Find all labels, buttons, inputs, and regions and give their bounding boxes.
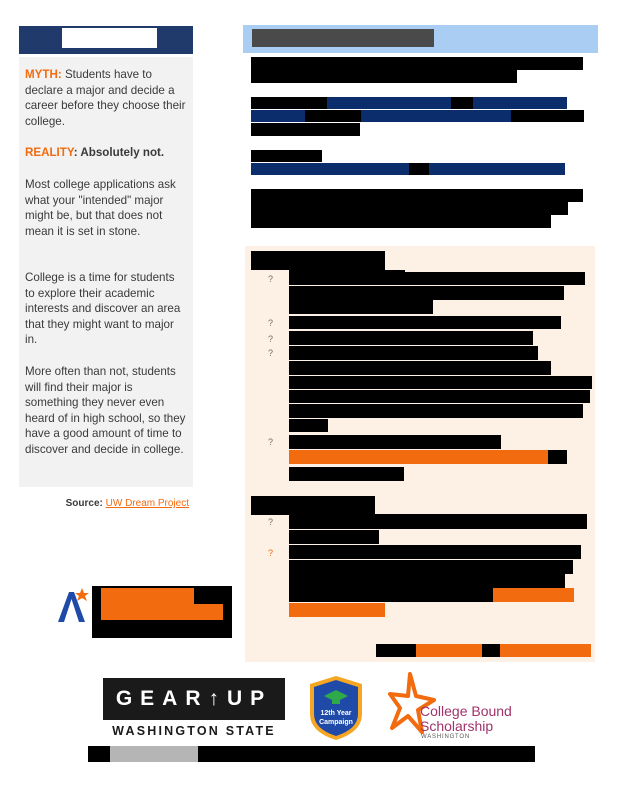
redacted-line — [251, 70, 517, 83]
redacted-line — [511, 110, 584, 122]
cbs-line-2: Scholarship — [420, 718, 494, 734]
redacted-line — [289, 560, 573, 574]
redacted-orange-link[interactable] — [289, 450, 548, 464]
redacted-line — [289, 272, 585, 285]
bullet-marker: ? — [268, 548, 274, 558]
redacted-line — [251, 150, 322, 162]
redacted-line — [251, 57, 583, 70]
redacted-line — [289, 390, 590, 403]
paragraph-explore: College is a time for students to explore their academic interests and discover an area that they might want to major in. — [25, 271, 181, 346]
gear-up-logo: GEAR↑UP — [103, 678, 285, 720]
redacted-line — [289, 286, 564, 300]
redacted-line — [289, 514, 587, 529]
redacted-line — [289, 346, 538, 360]
redacted-line — [251, 189, 583, 202]
redacted-orange-link[interactable] — [416, 644, 482, 657]
redacted-line — [289, 574, 565, 588]
myth-label: MYTH: — [25, 68, 62, 81]
gear-up-subtitle: WASHINGTON STATE — [112, 724, 276, 738]
cbs-line-1: College Bound — [420, 703, 512, 719]
redacted-line — [289, 530, 379, 544]
source-line — [19, 498, 189, 509]
college-bound-title — [420, 704, 512, 734]
redacted-line — [289, 588, 493, 602]
bullet-marker: ? — [268, 334, 274, 344]
redacted-link[interactable] — [473, 97, 567, 109]
redacted-line — [482, 644, 500, 657]
paragraph-discover: More often than not, students will find their major is something they never even heard of in high school, so they have a good amount of time to discover and decide in college. — [25, 365, 186, 456]
myth-text: Students have to declare a major and decide a career before they choose their college. — [25, 68, 186, 128]
redacted-orange-link[interactable] — [493, 588, 574, 602]
myth-paragraph — [25, 67, 187, 129]
campaign-line-1: 12th Year — [320, 710, 352, 717]
redacted-line — [451, 97, 473, 109]
bullet-marker: ? — [268, 437, 274, 447]
campaign-badge-icon — [306, 674, 366, 742]
redacted-line — [409, 163, 429, 175]
redacted-link[interactable] — [361, 110, 511, 122]
star-a-logo-icon — [52, 586, 92, 626]
bullet-marker: ? — [268, 274, 274, 284]
redacted-line — [289, 331, 533, 345]
redacted-line — [251, 202, 568, 215]
logo-orange-bar-2 — [101, 604, 223, 620]
redacted-line — [289, 419, 328, 432]
tips-heading-redacted — [251, 251, 385, 270]
redacted-line — [289, 545, 581, 559]
redacted-line — [289, 361, 551, 375]
campaign-line-2: Campaign — [319, 719, 353, 726]
redacted-orange-link[interactable] — [500, 644, 591, 657]
redacted-line — [251, 97, 327, 109]
redacted-link[interactable] — [251, 163, 409, 175]
redacted-line — [376, 644, 416, 657]
redacted-line — [289, 316, 561, 329]
redacted-line — [289, 300, 433, 314]
redacted-line — [305, 110, 361, 122]
tips-subheading-redacted — [251, 496, 375, 515]
redacted-line — [289, 435, 501, 449]
college-bound-subtitle: WASHINGTON — [421, 734, 471, 740]
logo-orange-bar-1 — [101, 588, 194, 604]
redacted-line — [251, 123, 360, 136]
reality-label: REALITY — [25, 146, 74, 159]
redacted-orange-link[interactable] — [289, 603, 385, 617]
source-link[interactable]: UW Dream Project — [105, 498, 189, 509]
redacted-line — [289, 467, 404, 481]
paragraph-intended-major: Most college applications ask what your "intended" major might be, but that does not mean it is set in stone. — [25, 178, 176, 238]
source-label: Source: — [65, 498, 103, 509]
left-header-redacted-title — [62, 28, 157, 48]
redacted-line — [548, 450, 567, 464]
bullet-marker: ? — [268, 517, 274, 527]
reality-text: : Absolutely not. — [73, 146, 165, 159]
redacted-line — [289, 404, 583, 418]
redacted-link[interactable] — [429, 163, 565, 175]
bullet-marker: ? — [268, 318, 274, 328]
bullet-marker: ? — [268, 348, 274, 358]
redacted-link[interactable] — [327, 97, 451, 109]
right-header-redacted-title — [252, 29, 434, 47]
redacted-line — [251, 215, 551, 228]
redacted-link[interactable] — [251, 110, 305, 122]
reality-paragraph — [25, 145, 187, 161]
footer-bar-gray-segment — [110, 746, 198, 762]
redacted-line — [289, 376, 592, 389]
